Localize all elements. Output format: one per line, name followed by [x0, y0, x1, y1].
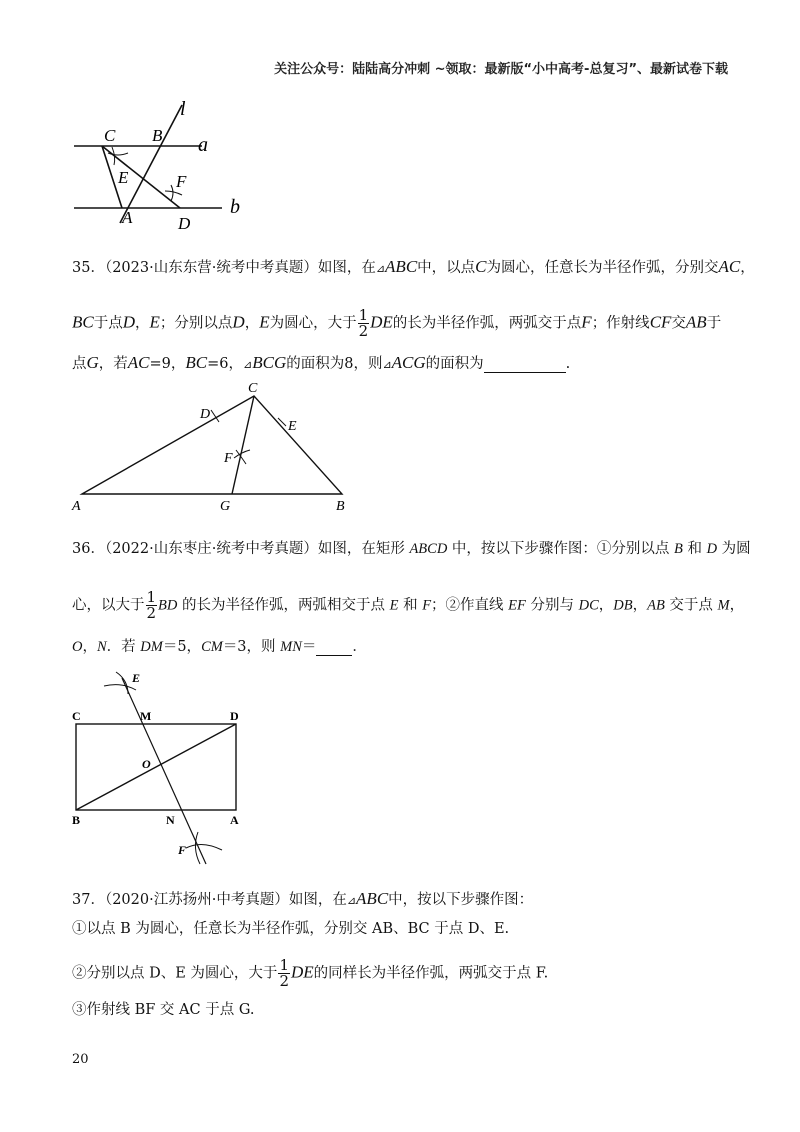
label-B: B — [72, 813, 81, 827]
label-M: M — [140, 709, 152, 723]
label-F: F — [176, 172, 187, 191]
q37-step1: ①以点 B 为圆心，任意长为半径作弧，分别交 AB、BC 于点 D、E. — [72, 921, 510, 937]
q37-line1: 37．（2020·江苏扬州·中考真题）如图，在⊿ABC中，按以下步骤作图： — [72, 889, 534, 908]
label-F: F — [224, 451, 233, 466]
label-D: D — [178, 214, 191, 233]
label-C: C — [248, 381, 258, 396]
label-l: l — [180, 98, 186, 120]
q36-line1: 36．（2022·山东枣庄·统考中考真题）如图，在矩形 ABCD 中，按以下步骤作图：①分别以点 B 和 D 为圆 — [72, 541, 751, 557]
label-B: B — [336, 499, 345, 514]
q37-step3: ③作射线 BF 交 AC 于点 G. — [72, 1002, 255, 1018]
q37-step2: ②分别以点 D、E 为圆心，大于 $\frac{1}{2}$ DE的同样长为半径作弧，两弧交于点 F. — [72, 956, 549, 990]
label-B: B — [152, 126, 163, 145]
label-F: F — [178, 843, 187, 857]
label-E: E — [118, 168, 129, 187]
label-A: A — [122, 208, 133, 227]
page-number: 20 — [72, 1052, 89, 1067]
fraction-half: $\frac{1}{2}$ — [279, 956, 289, 990]
fraction-half: $\frac{1}{2}$ — [358, 306, 369, 340]
label-C: C — [104, 126, 116, 145]
answer-blank[interactable] — [484, 357, 566, 373]
label-A: A — [230, 813, 239, 827]
label-N: N — [166, 813, 175, 827]
q35-line3: 点G，若AC=9，BC=6，⊿BCG的面积为8，则⊿ACG的面积为 . — [72, 353, 571, 372]
label-G: G — [220, 499, 231, 514]
label-a: a — [198, 134, 208, 156]
q36-line3: O，N．若 DM＝5，CM＝3，则 MN＝ ． — [72, 639, 367, 655]
label-b: b — [230, 196, 240, 218]
label-C: C — [72, 709, 81, 723]
figure-rectangle-abcd — [66, 664, 256, 874]
figure-triangle-abc — [70, 380, 370, 520]
page-header: 关注公众号：陆陆高分冲刺 ~领取：最新版“小中高考-总复习”、最新试卷下载 — [274, 62, 728, 77]
figure-parallel-lines — [70, 95, 260, 235]
label-D: D — [230, 709, 239, 723]
label-A: A — [72, 499, 81, 514]
answer-blank[interactable] — [316, 640, 352, 656]
q35-line2: BC于点D，E；分别以点D，E为圆心，大于 $\frac{1}{2}$ DE的长为半径作弧，两弧交于点F；作射线CF交AB于 — [72, 306, 722, 340]
label-D: D — [200, 407, 211, 422]
q35-line1: 35．（2023·山东东营·统考中考真题）如图，在⊿ABC中，以点C为圆心，任意长为半径作弧，分别交AC， — [72, 257, 755, 276]
label-E: E — [132, 671, 141, 685]
label-E: E — [288, 419, 297, 434]
label-O: O — [142, 757, 151, 771]
q36-line2: 心，以大于 $\frac{1}{2}$ BD 的长为半径作弧，两弧相交于点 E 和 F；②作直线 EF 分别与 DC，DB，AB 交于点 M， — [72, 588, 745, 622]
fraction-half: $\frac{1}{2}$ — [146, 588, 157, 622]
